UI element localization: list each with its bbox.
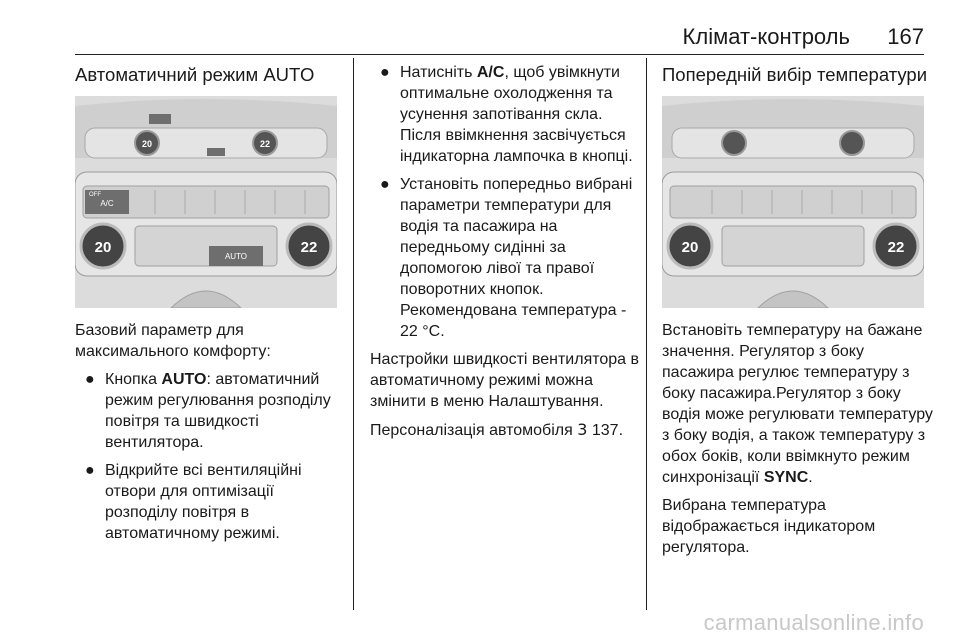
off-label: OFF bbox=[89, 192, 101, 198]
ac-label: A/C bbox=[100, 199, 114, 208]
bullet-prefix: Натисніть bbox=[400, 64, 477, 81]
bullet-dot: ● bbox=[380, 176, 390, 193]
page-ref-arrow-icon: 3 bbox=[577, 420, 588, 439]
bullet-prefix: Кнопка bbox=[105, 371, 162, 388]
intro-text: Базовий параметр для максимального комфорту: bbox=[75, 322, 271, 360]
climate-panel-figure-auto bbox=[75, 96, 337, 308]
bullet-text: : автоматичний режим регулювання розподілу повітря та швидкості вентилятора. bbox=[105, 371, 331, 451]
bullet-auto-button bbox=[75, 369, 343, 453]
mini-right-display: 22 bbox=[259, 139, 271, 149]
bullet-dot: ● bbox=[380, 64, 390, 81]
section-heading-temperature: Попередній вибір температури bbox=[662, 64, 928, 85]
right-temp-display-2: 22 bbox=[887, 239, 905, 256]
page-number: 167 bbox=[887, 24, 924, 49]
left-temp-display: 20 bbox=[94, 239, 112, 256]
fan-speed-text: Настройки швидкості вентилятора в автоматичному режимі можна змінити в меню Налаштування. bbox=[370, 351, 640, 410]
column-auto-mode bbox=[75, 62, 343, 551]
column-divider-1 bbox=[353, 58, 354, 610]
climate-panel-illustration-2 bbox=[662, 96, 924, 308]
bullet-dot: ● bbox=[85, 371, 95, 388]
climate-panel-figure-temp bbox=[662, 96, 924, 308]
column-divider-2 bbox=[646, 58, 647, 610]
personalization-reference bbox=[370, 419, 640, 441]
mini-left-display: 20 bbox=[141, 139, 153, 149]
bullet-text: , щоб увімкнути оптимальне охолодження та усунення запотівання скла. Після ввімкнення засвічується індикаторна лампочка в кнопці. bbox=[400, 64, 633, 165]
auto-label: AUTO bbox=[224, 252, 248, 261]
bullet-open-vents bbox=[75, 460, 343, 544]
page-header bbox=[0, 0, 960, 60]
keyword-sync: SYNC bbox=[763, 469, 809, 486]
bullet-temperature-preset bbox=[370, 174, 640, 342]
column-temperature-preset bbox=[662, 62, 934, 565]
right-temp-display: 22 bbox=[300, 239, 318, 256]
instructions-text: Встановіть температуру на бажане значення. Регулятор з боку пасажира регулює температуру з боку пасажира.Регулятор з боку водія може регулювати температуру з боку водія, а також температуру з обох боків, коли ввімкнуто режим синхронізації bbox=[662, 322, 933, 486]
column-ac-settings bbox=[370, 62, 640, 448]
reference-text: Персоналізація автомобіля bbox=[370, 422, 573, 439]
keyword-ac: A/C bbox=[476, 64, 505, 81]
left-temp-display-2: 20 bbox=[681, 239, 699, 256]
bullet-text: Установіть попередньо вибрані параметри температури для водія та пасажира на передньому сидінні за допомогою лівої та правої поворотних кнопок. Рекомендована температура - 22 °C. bbox=[400, 176, 633, 340]
page-ref-number[interactable]: 137. bbox=[591, 422, 624, 439]
section-heading-auto: Автоматичний режим AUTO bbox=[75, 64, 315, 85]
header-divider bbox=[75, 54, 924, 55]
bullet-dot: ● bbox=[85, 462, 95, 479]
bullet-ac-button bbox=[370, 62, 640, 167]
keyword-auto: AUTO bbox=[161, 371, 207, 388]
temperature-instructions bbox=[662, 320, 934, 488]
watermark: carmanualsonline.info bbox=[703, 610, 924, 635]
bullet-text: Відкрийте всі вентиляційні отвори для оптимізації розподілу повітря в автоматичному режимі. bbox=[105, 462, 302, 542]
temperature-indicator-text: Вибрана температура відображається індикатором регулятора. bbox=[662, 497, 876, 556]
instructions-end: . bbox=[808, 469, 813, 486]
climate-panel-illustration bbox=[75, 96, 337, 308]
header-title: Клімат-контроль bbox=[682, 24, 850, 49]
